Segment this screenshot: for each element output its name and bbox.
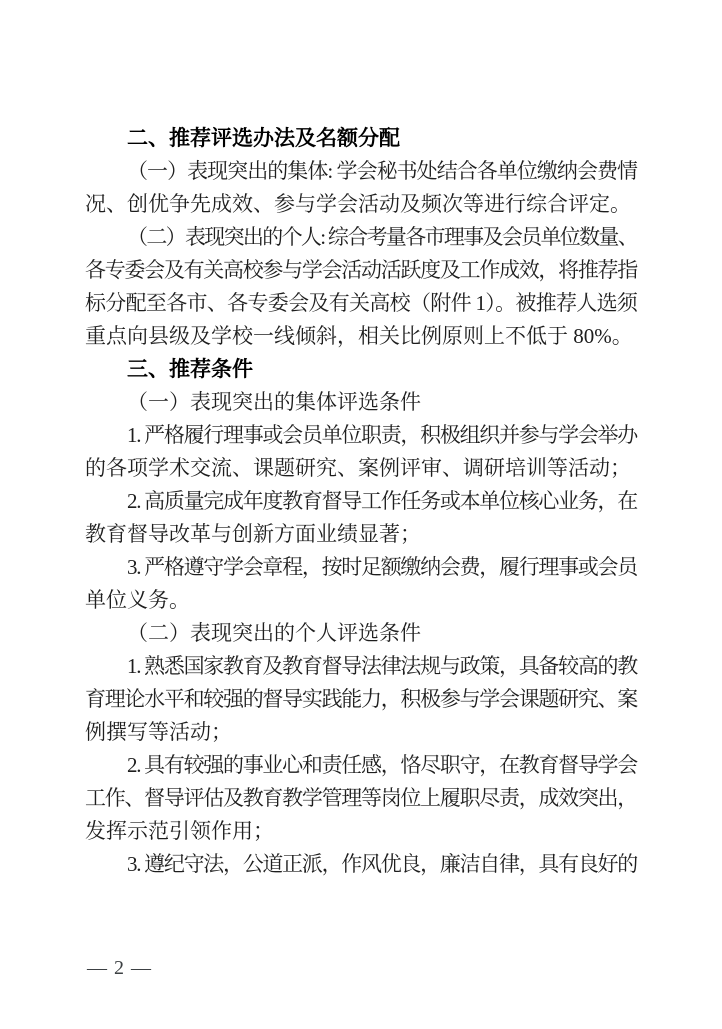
- text-line: （二）表现突出的个人评选条件: [127, 621, 421, 645]
- text-line: 的各项学术交流、课题研究、案例评审、调研培训等活动；: [85, 456, 631, 480]
- text-line: 2. 高质量完成年度教育督导工作任务或本单位核心业务，在: [127, 489, 637, 513]
- page-number: — 2 —: [87, 957, 152, 979]
- text-line: 重点向县级及学校一线倾斜，相关比例原则上不低于 80%。: [85, 324, 633, 348]
- text-line: （二）表现突出的个人: 综合考量各市理事及会员单位数量、: [127, 225, 638, 249]
- text-line: 况、创优争先成效、参与学会活动及频次等进行综合评定。: [85, 192, 631, 216]
- section-heading: 二、推荐评选办法及名额分配: [127, 127, 400, 150]
- text-line: 2. 具有较强的事业心和责任感，恪尽职守，在教育督导学会: [127, 753, 637, 777]
- text-line: 工作、督导评估及教育教学管理等岗位上履职尽责，成效突出，: [85, 786, 637, 810]
- text-line: 3. 严格遵守学会章程，按时足额缴纳会费，履行理事或会员: [127, 555, 637, 579]
- document-body: [85, 122, 637, 881]
- text-line: 发挥示范引领作用；: [85, 819, 274, 843]
- text-line: 标分配至各市、各专委会及有关高校（附件 1）。被推荐人选须: [85, 291, 638, 315]
- text-line: （一）表现突出的集体评选条件: [127, 390, 421, 414]
- text-line: 单位义务。: [85, 588, 190, 612]
- text-line: 各专委会及有关高校参与学会活动活跃度及工作成效，将推荐指: [85, 258, 637, 282]
- text-line: 例撰写等活动；: [85, 720, 232, 744]
- text-line: 育理论水平和较强的督导实践能力，积极参与学会课题研究、案: [85, 687, 637, 711]
- text-line: （一）表现突出的集体: 学会秘书处结合各单位缴纳会费情: [127, 159, 638, 183]
- text-line: 教育督导改革与创新方面业绩显著；: [85, 522, 421, 546]
- section-heading: 三、推荐条件: [127, 358, 253, 381]
- text-line: 1. 熟悉国家教育及教育督导法律法规与政策，具备较高的教: [127, 654, 637, 678]
- text-line: 3. 遵纪守法，公道正派，作风优良，廉洁自律，具有良好的: [127, 852, 637, 876]
- text-line: 1. 严格履行理事或会员单位职责，积极组织并参与学会举办: [127, 423, 637, 447]
